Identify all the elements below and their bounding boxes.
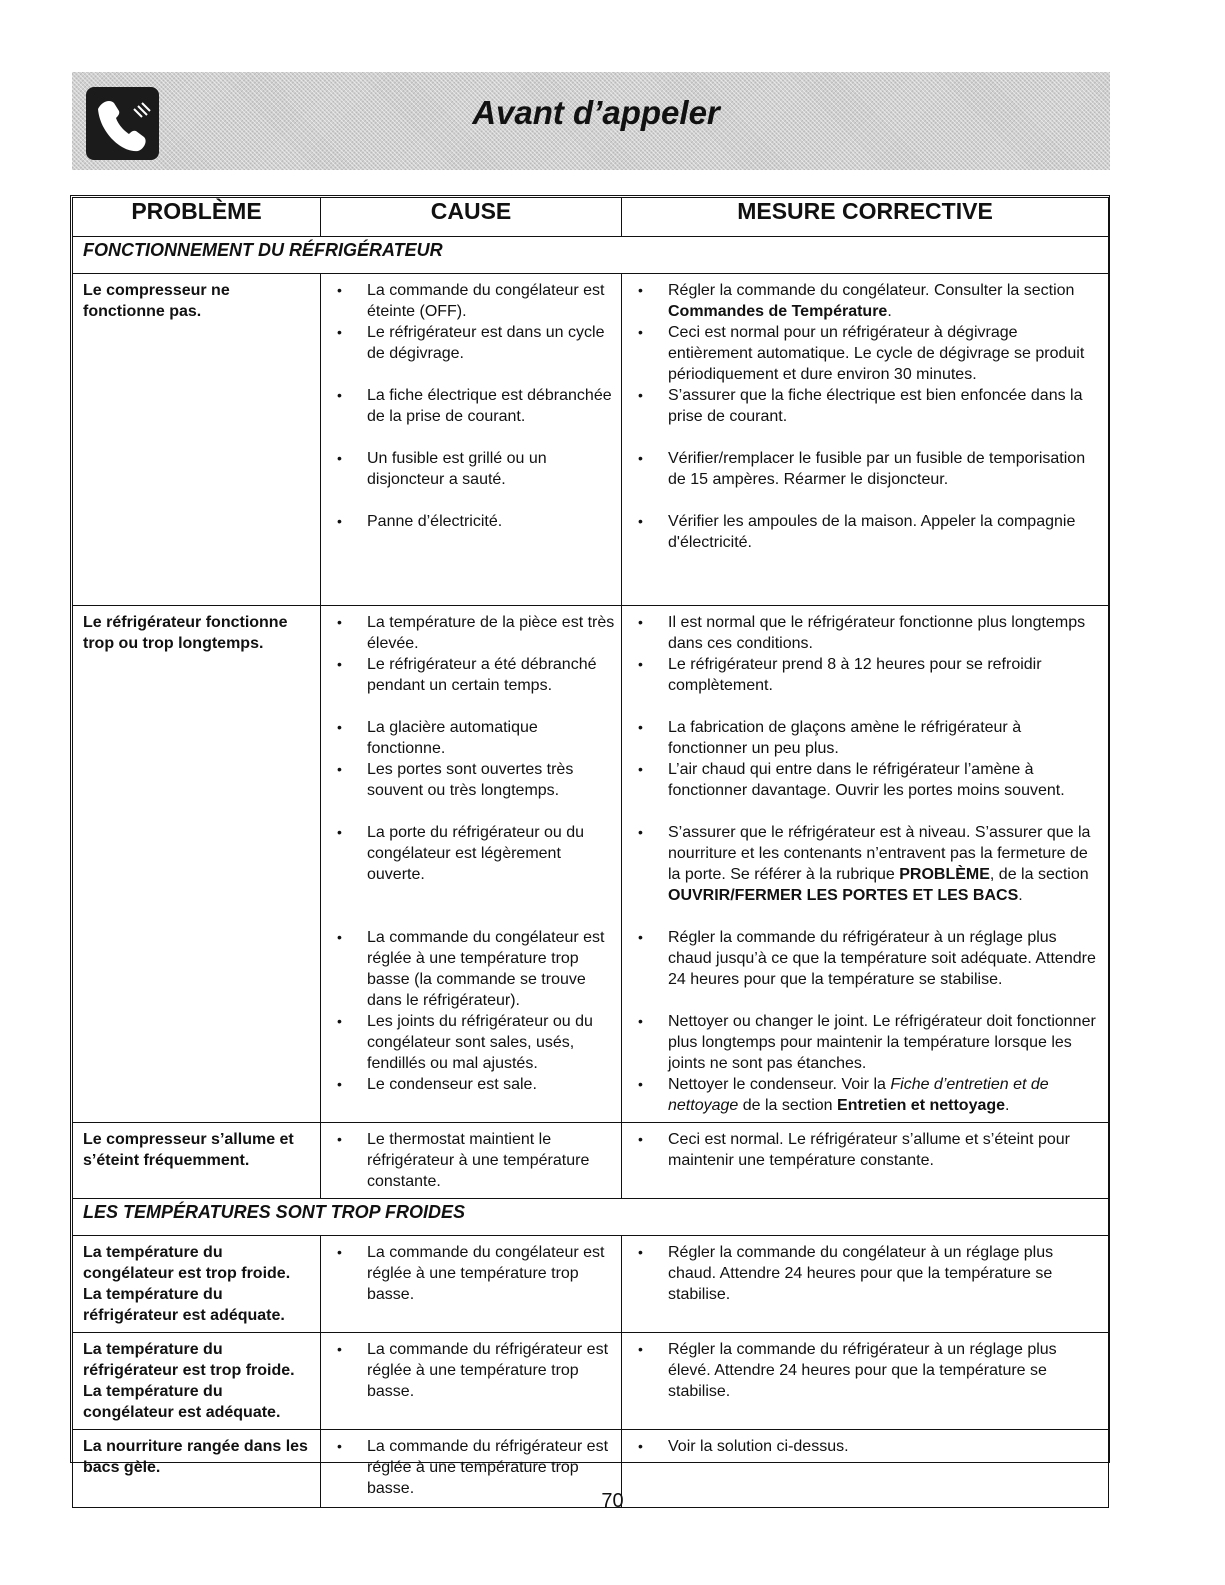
fix-item: • Vérifier les ampoules de la maison. Appeler la compagnie d'électricité. <box>626 511 1102 553</box>
fix-cell <box>622 1123 1109 1199</box>
fix-item: • Il est normal que le réfrigérateur fonctionne plus longtemps dans ces conditions. <box>626 612 1102 654</box>
page-banner <box>72 72 1110 170</box>
cause-item: • La commande du réfrigérateur est réglée à une température trop basse. <box>325 1436 615 1499</box>
cause-cell <box>321 1236 622 1333</box>
cause-cell <box>321 1123 622 1199</box>
section-heading-row <box>73 1199 1109 1236</box>
cause-item: • La porte du réfrigérateur ou du congélateur est légèrement ouverte. <box>325 822 615 927</box>
fix-text: Nettoyer le condenseur. Voir la Fiche d’entretien et de nettoyage de la section Entretien et nettoyage. <box>668 1076 1049 1114</box>
cause-item: • La commande du congélateur est réglée à une température trop basse (la commande se trouve dans le réfrigérateur). <box>325 927 615 1011</box>
fix-cell <box>622 1333 1109 1430</box>
column-header-mesure-corrective: MESURE CORRECTIVE <box>622 198 1109 237</box>
problem-cell: La température du réfrigérateur est trop froide. La température du congélateur est adéquate. <box>73 1333 321 1430</box>
table-row <box>73 274 1109 606</box>
fix-cell <box>622 1236 1109 1333</box>
fix-text: S’assurer que le réfrigérateur est à niveau. S’assurer que la nourriture et les contenants n’entravent pas la fermeture de la porte. Se référer à la rubrique PROBLÈME, de la section OUVRIR/FERMER LES PORTES ET LES BACS. <box>668 824 1091 904</box>
fix-item <box>626 1074 1102 1116</box>
table-row <box>73 1123 1109 1199</box>
problem-cell: Le réfrigérateur fonctionne trop ou trop longtemps. <box>73 606 321 1123</box>
cause-item: • Le condenseur est sale. <box>325 1074 615 1095</box>
fix-item: • Régler la commande du congélateur à un réglage plus chaud. Attendre 24 heures pour que la température se stabilise. <box>626 1242 1102 1305</box>
fix-item: • La fabrication de glaçons amène le réfrigérateur à fonctionner un peu plus. <box>626 717 1102 759</box>
cause-item: • Le réfrigérateur est dans un cycle de dégivrage. <box>325 322 615 385</box>
fix-item: • Le réfrigérateur prend 8 à 12 heures pour se refroidir complètement. <box>626 654 1102 717</box>
problem-cell: Le compresseur ne fonctionne pas. <box>73 274 321 606</box>
fix-text: Régler la commande du congélateur. Consulter la section Commandes de Température. <box>668 282 1075 320</box>
table-header-row <box>73 198 1109 237</box>
fix-item: • Ceci est normal pour un réfrigérateur à dégivrage entièrement automatique. Le cycle de dégivrage se produit périodiquement et dure environ 30 minutes. <box>626 322 1102 385</box>
cause-cell <box>321 274 622 606</box>
fix-item: • S’assurer que la fiche électrique est bien enfoncée dans la prise de courant. <box>626 385 1102 448</box>
fix-cell <box>622 606 1109 1123</box>
fix-item: • Nettoyer ou changer le joint. Le réfrigérateur doit fonctionner plus longtemps pour maintenir la température lorsque les joints ne sont pas étanches. <box>626 1011 1102 1074</box>
section-heading-row <box>73 237 1109 274</box>
table-row <box>73 606 1109 1123</box>
fix-item <box>626 280 1102 322</box>
cause-item: • Les portes sont ouvertes très souvent ou très longtemps. <box>325 759 615 822</box>
fix-item: • Régler la commande du réfrigérateur à un réglage plus élevé. Attendre 24 heures pour que la température se stabilise. <box>626 1339 1102 1402</box>
page-title: Avant d’appeler <box>472 94 720 131</box>
cause-item: • La glacière automatique fonctionne. <box>325 717 615 759</box>
cause-item: • Panne d’électricité. <box>325 511 615 532</box>
troubleshooting-table <box>72 197 1109 1508</box>
cause-item: • La température de la pièce est très élevée. <box>325 612 615 654</box>
cause-item: • Un fusible est grillé ou un disjoncteur a sauté. <box>325 448 615 511</box>
fix-item <box>626 822 1102 927</box>
fix-cell <box>622 274 1109 606</box>
cause-item: • La commande du congélateur est éteinte (OFF). <box>325 280 615 322</box>
cause-item: • Le thermostat maintient le réfrigérateur à une température constante. <box>325 1129 615 1192</box>
fix-item: • Régler la commande du réfrigérateur à un réglage plus chaud jusqu’à ce que la température soit adéquate. Attendre 24 heures pour que la température se stabilise. <box>626 927 1102 1011</box>
problem-cell: Le compresseur s’allume et s’éteint fréquemment. <box>73 1123 321 1199</box>
table-row <box>73 1236 1109 1333</box>
fix-item: • Vérifier/remplacer le fusible par un fusible de temporisation de 15 ampères. Réarmer le disjoncteur. <box>626 448 1102 511</box>
cause-item: • Le réfrigérateur a été débranché pendant un certain temps. <box>325 654 615 717</box>
cause-item: • La commande du réfrigérateur est réglée à une température trop basse. <box>325 1339 615 1402</box>
section-heading: FONCTIONNEMENT DU RÉFRIGÉRATEUR <box>73 237 1109 274</box>
cause-item: • Les joints du réfrigérateur ou du congélateur sont sales, usés, fendillés ou mal ajustés. <box>325 1011 615 1074</box>
page-number: 70 <box>601 1490 624 1512</box>
problem-cell: La nourriture rangée dans les bacs gèle. <box>73 1430 321 1508</box>
fix-item: • Voir la solution ci-dessus. <box>626 1436 1102 1457</box>
cause-item: • La fiche électrique est débranchée de la prise de courant. <box>325 385 615 448</box>
section-heading: LES TEMPÉRATURES SONT TROP FROIDES <box>73 1199 1109 1236</box>
cause-cell <box>321 1333 622 1430</box>
problem-cell: La température du congélateur est trop froide. La température du réfrigérateur est adéquate. <box>73 1236 321 1333</box>
cause-cell <box>321 606 622 1123</box>
fix-item: • Ceci est normal. Le réfrigérateur s’allume et s’éteint pour maintenir une température constante. <box>626 1129 1102 1171</box>
fix-item: • L’air chaud qui entre dans le réfrigérateur l’amène à fonctionner davantage. Ouvrir les portes moins souvent. <box>626 759 1102 822</box>
table-row <box>73 1333 1109 1430</box>
column-header-probleme: PROBLÈME <box>73 198 321 237</box>
cause-item: • La commande du congélateur est réglée à une température trop basse. <box>325 1242 615 1305</box>
column-header-cause: CAUSE <box>321 198 622 237</box>
